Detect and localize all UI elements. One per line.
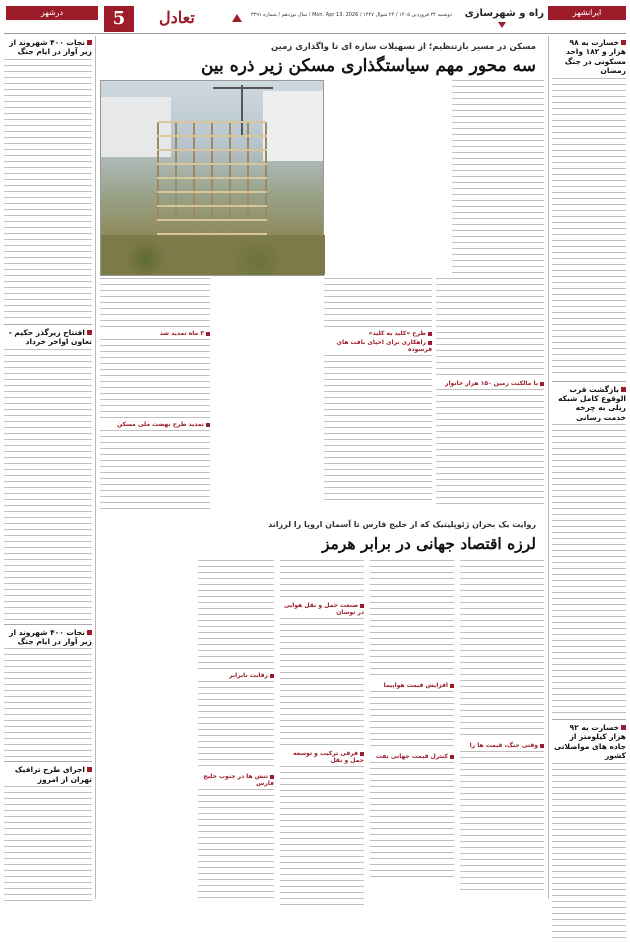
main-subhead-4: با مالکیت زمین ۱۵۰ هزار خانوار (436, 380, 544, 387)
main-story-headline: سه محور مهم سیاستگذاری مسکن زیر ذره بین (200, 56, 536, 76)
bullet-icon (621, 40, 626, 45)
main-subhead-5: تمدید طرح نهضت ملی مسکن (100, 421, 210, 428)
masthead-logo: تعادل (159, 8, 195, 27)
s2-subhead-6: رقابت نابرابر (198, 672, 274, 679)
s2-subhead-2: افزایش قیمت هواپیما (370, 682, 454, 689)
second-story-col-2 (370, 560, 454, 900)
page-number: 5 (104, 6, 134, 32)
s2-subhead-7: تنش ها در جنوب خلیج فارس (203, 773, 274, 787)
page-header (4, 4, 626, 34)
triangle-down-icon (498, 22, 506, 28)
second-story-col-1 (460, 560, 544, 900)
main-subhead-2: راهکاری برای احیای بافت های فرسوده (336, 339, 432, 353)
main-story-col-3 (100, 278, 210, 518)
second-story-col-3 (280, 560, 364, 900)
left-news-column (4, 36, 96, 899)
bullet-icon (87, 330, 92, 335)
second-story-headline: لرزه اقتصاد جهانی در برابر هرمز (321, 534, 536, 553)
building-frame (157, 121, 267, 241)
bullet-icon (87, 767, 92, 772)
right-story-title-1: خسارت به ۹۸ هزار و ۱۸۲ واحد مسکونی در جنگ رمضان (564, 38, 626, 76)
main-subhead-3: ۳ ماه تمدید شد (100, 330, 210, 337)
left-story-title-2: افتتاح زیرگذر حکیم - تعاون اواخر خرداد (8, 327, 92, 347)
main-content (100, 36, 544, 899)
second-story-col-4 (198, 560, 274, 900)
section-kicker: راه و شهرسازی (464, 8, 544, 19)
s2-subhead-3: کنترل قیمت جهانی نفت (370, 753, 454, 760)
main-story-body-a (452, 80, 544, 276)
left-story-body-1 (4, 59, 92, 321)
s2-subhead-4: صنعت حمل و نقل هوایی در نوسان (283, 602, 364, 616)
s2-subhead-5: فرقی ترکیب و توسعه حمل و نقل (293, 750, 364, 764)
construction-photo (100, 80, 324, 276)
right-story-body-1 (552, 78, 626, 378)
right-story-body-2 (552, 424, 626, 716)
left-story-title-1: نجات ۴۰۰ شهروند از زیر آوار در ایام جنگ (9, 38, 92, 57)
left-story-body-4 (4, 786, 92, 906)
dateline: دوشنبه ۲۴ فروردین ۱۴۰۵ / ۲۴ شوال ۱۴۴۷ / Mon. Apr 13. 2026 / سال نوزدهم / شماره ۳۴۹۱ (250, 12, 452, 18)
left-story-body-3 (4, 648, 92, 758)
main-story-col-2 (324, 278, 432, 508)
bullet-icon (621, 387, 626, 392)
s2-subhead-1: وقتی جنگ، قیمت ها را (460, 742, 544, 749)
right-story-body-3 (552, 763, 626, 943)
left-story-title-4: اجرای طرح ترافیک تهران از امروز (14, 765, 92, 784)
right-story-title-3: خسارت به ۹۲ هزار کیلومتر از جاده های مواصلاتی کشور (554, 723, 626, 761)
section-label-right: ایرانشهر (548, 6, 626, 20)
triangle-up-icon (232, 14, 242, 22)
bullet-icon (87, 630, 92, 635)
main-subhead-1: طرح «کلید به کلید» (324, 330, 432, 337)
section-label-left: درشهر (6, 6, 98, 20)
left-story-title-3: نجات ۴۰۰ شهروند از زیر آوار در ایام جنگ (9, 627, 92, 646)
right-story-title-2: بازگشت قرب الوقوع کامل شبکه ریلی به چرخه خدمت رسانی (558, 384, 626, 422)
main-story-supertitle: مسکن در مسیر بازتنظیم؛ از تسهیلات سازه ای تا واگذاری زمین (271, 42, 536, 52)
main-story-col-1 (436, 278, 544, 508)
left-story-body-2 (4, 349, 92, 621)
right-news-column (548, 36, 626, 899)
bullet-icon (621, 725, 626, 730)
second-story-supertitle: روایت یک بحران ژئوپلیتیک که از خلیج فارس تا آسمان اروپا را لرزاند (268, 520, 536, 529)
bullet-icon (87, 40, 92, 45)
